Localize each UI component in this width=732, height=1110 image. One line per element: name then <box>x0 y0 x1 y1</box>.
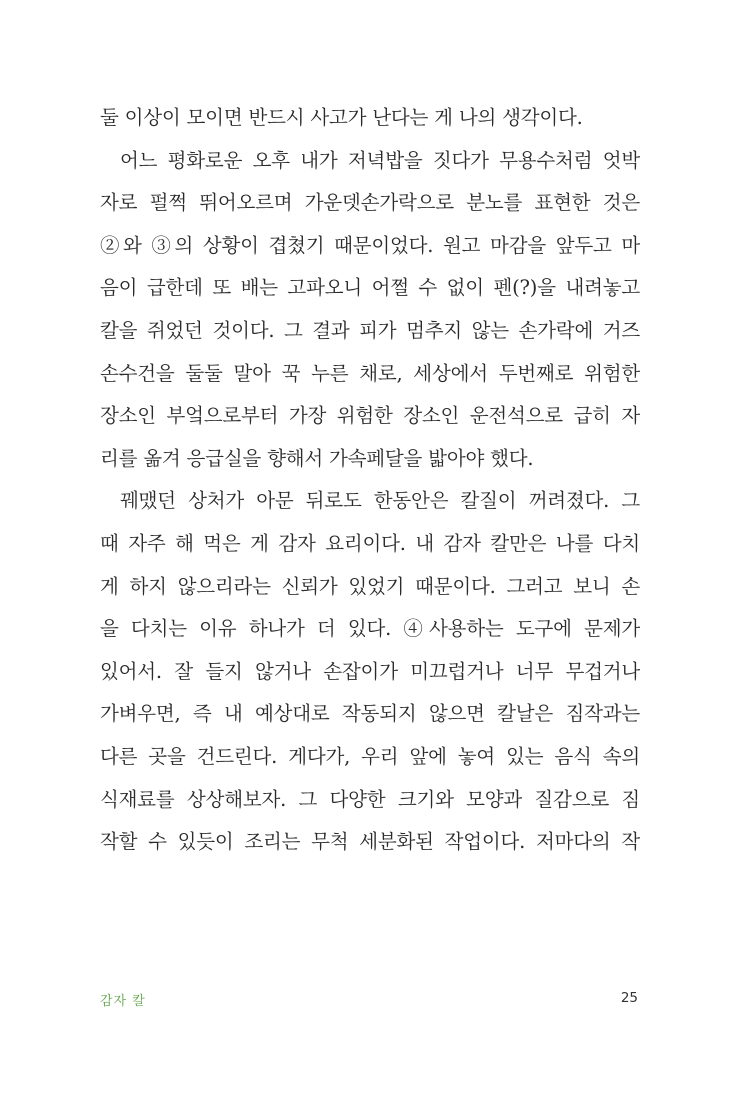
text-line-17: 식재료를 상상해보자. 그 다양한 크기와 모양과 질감으로 짐 <box>100 787 640 811</box>
text-line-2: 어느 평화로운 오후 내가 저녁밥을 짓다가 무용수처럼 엇박 <box>120 148 640 172</box>
text-line-14: 있어서. 잘 들지 않거나 손잡이가 미끄럽거나 너무 무겁거나 <box>100 659 640 683</box>
text-line-3: 자로 펄쩍 뛰어오르며 가운뎃손가락으로 분노를 표현한 것은 <box>100 191 640 215</box>
page-number: 25 <box>620 990 638 1006</box>
text-line-9: 리를 옮겨 응급실을 향해서 가속페달을 밟아야 했다. <box>100 446 534 470</box>
text-line-5: 음이 급한데 또 배는 고파오니 어쩔 수 없이 펜(?)을 내려놓고 <box>100 276 640 300</box>
text-line-10: 꿰맸던 상처가 아문 뒤로도 한동안은 칼질이 꺼려졌다. 그 <box>120 489 640 513</box>
text-line-6: 칼을 쥐었던 것이다. 그 결과 피가 멈추지 않는 손가락에 거즈 <box>100 318 640 342</box>
text-line-12: 게 하지 않으리라는 신뢰가 있었기 때문이다. 그러고 보니 손 <box>100 574 640 598</box>
text-line-16: 다른 곳을 건드린다. 게다가, 우리 앞에 놓여 있는 음식 속의 <box>100 744 640 768</box>
text-line-4: ②와 ③의 상황이 겹쳤기 때문이었다. 원고 마감을 앞두고 마 <box>100 233 640 257</box>
running-footer-title: 감자 칼 <box>100 994 146 1009</box>
text-line-7: 손수건을 둘둘 말아 꾹 누른 채로, 세상에서 두번째로 위험한 <box>100 361 640 385</box>
text-line-8: 장소인 부엌으로부터 가장 위험한 장소인 운전석으로 급히 자 <box>100 404 640 428</box>
text-line-11: 때 자주 해 먹은 게 감자 요리이다. 내 감자 칼만은 나를 다치 <box>100 531 640 555</box>
text-line-15: 가벼우면, 즉 내 예상대로 작동되지 않으면 칼날은 짐작과는 <box>100 702 640 726</box>
body-text <box>100 97 640 864</box>
text-line-1: 둘 이상이 모이면 반드시 사고가 난다는 게 나의 생각이다. <box>100 106 583 129</box>
text-line-13: 을 다치는 이유 하나가 더 있다. ④사용하는 도구에 문제가 <box>100 617 640 641</box>
text-line-18: 작할 수 있듯이 조리는 무척 세분화된 작업이다. 저마다의 작 <box>100 830 640 854</box>
